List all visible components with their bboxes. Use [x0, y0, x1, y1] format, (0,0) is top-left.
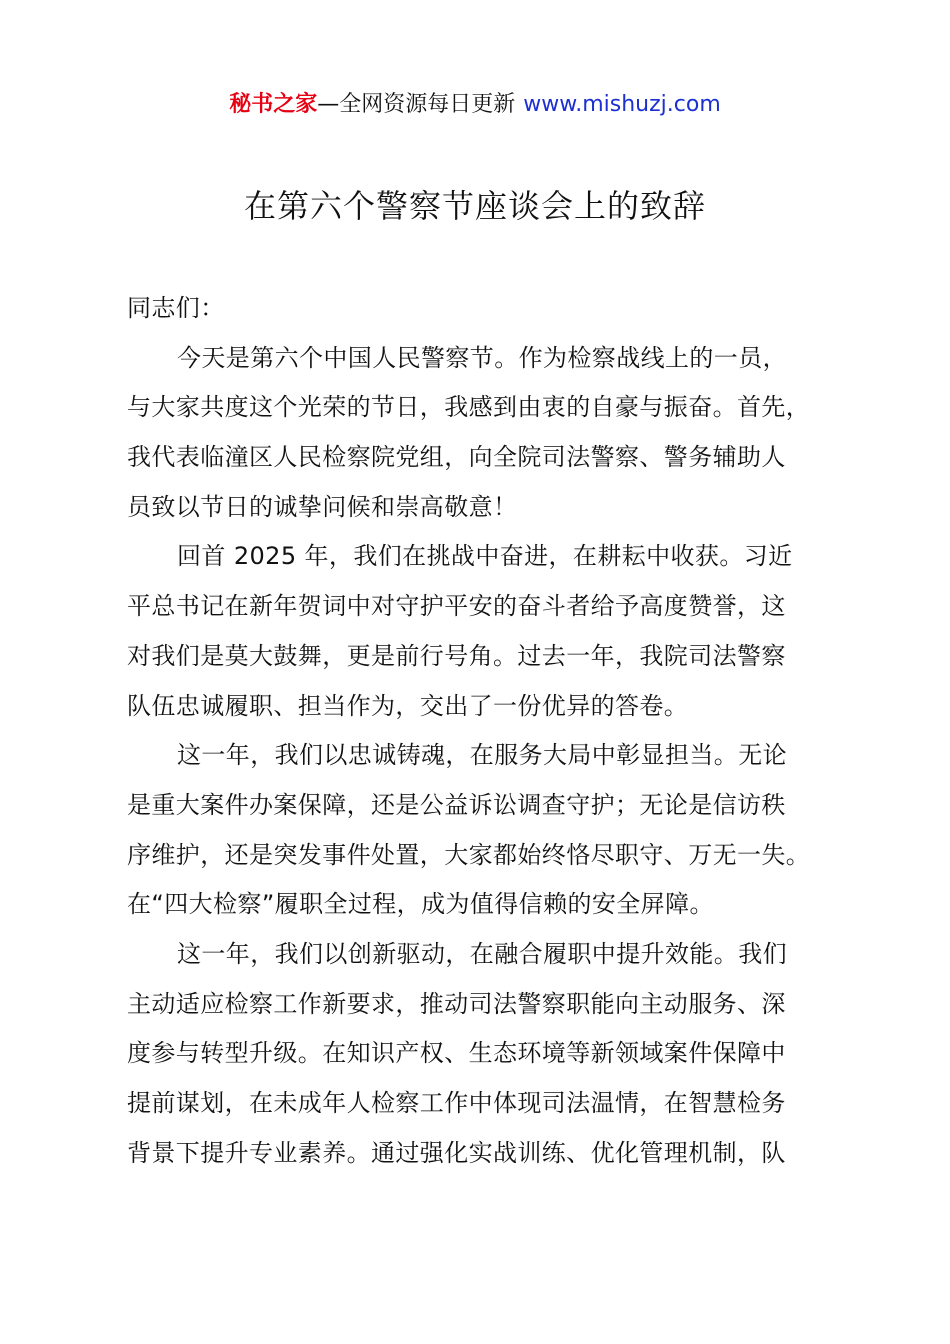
paragraph-line: 回首 2025 年，我们在挑战中奋进，在耕耘中收获。习近 — [177, 542, 793, 571]
site-url-link[interactable]: www.mishuzj.com — [523, 92, 721, 117]
paragraph-line: 这一年，我们以创新驱动，在融合履职中提升效能。我们 — [177, 939, 787, 968]
paragraph-line: 是重大案件办案保障，还是公益诉讼调查守护；无论是信访秩 — [127, 790, 786, 819]
header-tagline: —全网资源每日更新 — [317, 92, 516, 117]
document-title: 在第六个警察节座谈会上的致辞 — [243, 187, 706, 225]
paragraph-line: 今天是第六个中国人民警察节。作为检察战线上的一员， — [177, 343, 787, 372]
paragraph-line: 提前谋划，在未成年人检察工作中体现司法温情，在智慧检务 — [127, 1089, 786, 1117]
paragraph-line: 与大家共度这个光荣的节日，我感到由衷的自豪与振奋。首先， — [127, 393, 811, 422]
paragraph-line: 员致以节日的诚挚问候和崇高敬意！ — [127, 492, 518, 521]
brand-name: 秘书之家 — [229, 92, 318, 117]
paragraph-line: 度参与转型升级。在知识产权、生态环境等新领域案件保障中 — [127, 1039, 786, 1068]
paragraph-line: 在“四大检察”履职全过程，成为值得信赖的安全屏障。 — [127, 890, 714, 919]
salutation: 同志们： — [127, 294, 225, 322]
paragraph-line: 平总书记在新年贺词中对守护平安的奋斗者给予高度赞誉，这 — [127, 592, 786, 621]
paragraph-line: 这一年，我们以忠诚铸魂，在服务大局中彰显担当。无论 — [177, 741, 787, 770]
site-header — [0, 88, 950, 122]
document-body — [127, 284, 831, 1178]
paragraph-line: 我代表临潼区人民检察院党组，向全院司法警察、警务辅助人 — [127, 443, 786, 472]
paragraph-line: 主动适应检察工作新要求，推动司法警察职能向主动服务、深 — [127, 989, 786, 1018]
paragraph-line: 序维护，还是突发事件处置，大家都始终恪尽职守、万无一失。 — [127, 840, 811, 869]
paragraph-line: 队伍忠诚履职、担当作为，交出了一份优异的答卷。 — [127, 691, 689, 720]
paragraph-line: 背景下提升专业素养。通过强化实战训练、优化管理机制，队 — [127, 1138, 786, 1167]
paragraph-line: 对我们是莫大鼓舞，更是前行号角。过去一年，我院司法警察 — [127, 641, 786, 670]
